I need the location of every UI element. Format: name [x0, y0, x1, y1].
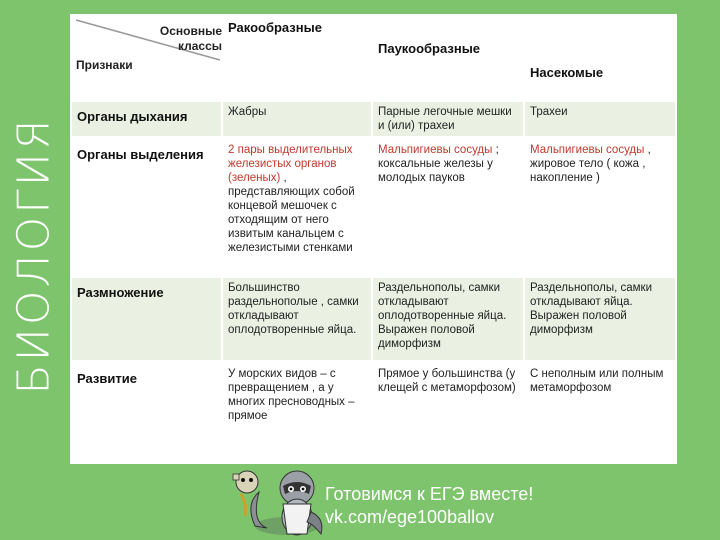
table-cell: [222, 362, 372, 450]
cell-text: У морских видов – с превращением , а у многих пресноводных – прямое: [228, 368, 355, 422]
side-title: [2, 96, 66, 414]
row-label: Развитие: [72, 362, 222, 450]
table-row: [72, 276, 675, 362]
side-title-text: БИОЛОГИЯ: [8, 115, 60, 395]
diagonal-header-bottom: Признаки: [76, 58, 133, 72]
diagonal-header-top: [126, 24, 222, 54]
raccoon-mascot-icon: [225, 464, 330, 540]
class-header-label: Насекомые: [530, 65, 604, 80]
highlighted-text: Мальпигиевы сосуды: [530, 144, 645, 156]
table-cell: [222, 276, 372, 362]
table-cell: [372, 276, 524, 362]
class-header-label: Ракообразные: [228, 20, 322, 35]
class-header-crustaceans: [222, 16, 372, 100]
table-cell: [222, 138, 372, 276]
row-label: Размножение: [72, 276, 222, 362]
highlighted-text: 2 пары выделительных железистых органов (зеленых): [228, 144, 353, 184]
cell-text: С неполным или полным метаморфозом: [530, 368, 664, 394]
cell-text: Парные легочные мешки и (или) трахеи: [378, 106, 512, 132]
table-row: [72, 362, 675, 450]
table-row: [72, 138, 675, 276]
diagonal-header-cell: [72, 16, 222, 100]
cell-text: Раздельнополы, самки откладывают яйца. Выражен половой диморфизм: [530, 282, 652, 336]
table-body: [72, 100, 675, 450]
class-header-label: Паукообразные: [378, 41, 481, 56]
cell-text: Прямое у большинства (у клещей с метаморфозом): [378, 368, 516, 394]
table-header-row: [72, 16, 675, 100]
table-cell: [372, 100, 524, 138]
table-cell: [524, 276, 675, 362]
cell-text: Большинство раздельнополые , самки откладывают оплодотворенные яйца.: [228, 282, 359, 336]
diagonal-header-top-line2: классы: [177, 39, 222, 53]
class-header-insects: [524, 16, 675, 100]
cell-text: Трахеи: [530, 106, 568, 118]
row-label: Органы выделения: [72, 138, 222, 276]
cell-text: , жировое тело ( кожа , накопление ): [530, 144, 651, 184]
slide-content: [70, 14, 677, 464]
table-row: [72, 100, 675, 138]
bottom-banner: [225, 464, 585, 540]
diagonal-header-top-line1: Основные: [159, 24, 222, 38]
table-cell: [372, 138, 524, 276]
row-label: Органы дыхания: [72, 100, 222, 138]
banner-slogan: Готовимся к ЕГЭ вместе!: [325, 484, 534, 504]
class-header-arachnids: [372, 16, 524, 100]
highlighted-text: Мальпигиевы сосуды: [378, 144, 493, 156]
table-cell: [524, 138, 675, 276]
cell-text: Раздельнополы, самки откладывают оплодотворенные яйца. Выражен половой диморфизм: [378, 282, 507, 350]
table-cell: [372, 362, 524, 450]
cell-text: , представляющих собой концевой мешочек с отходящим от него извитым канальцем с железистыми стенками: [228, 172, 355, 254]
banner-link[interactable]: vk.com/ege100ballov: [325, 507, 495, 527]
cell-text: ; коксальные железы у молодых пауков: [378, 144, 499, 184]
table-cell: [524, 100, 675, 138]
comparison-table: [72, 16, 675, 452]
cell-text: Жабры: [228, 106, 267, 118]
table-cell: [222, 100, 372, 138]
table-cell: [524, 362, 675, 450]
